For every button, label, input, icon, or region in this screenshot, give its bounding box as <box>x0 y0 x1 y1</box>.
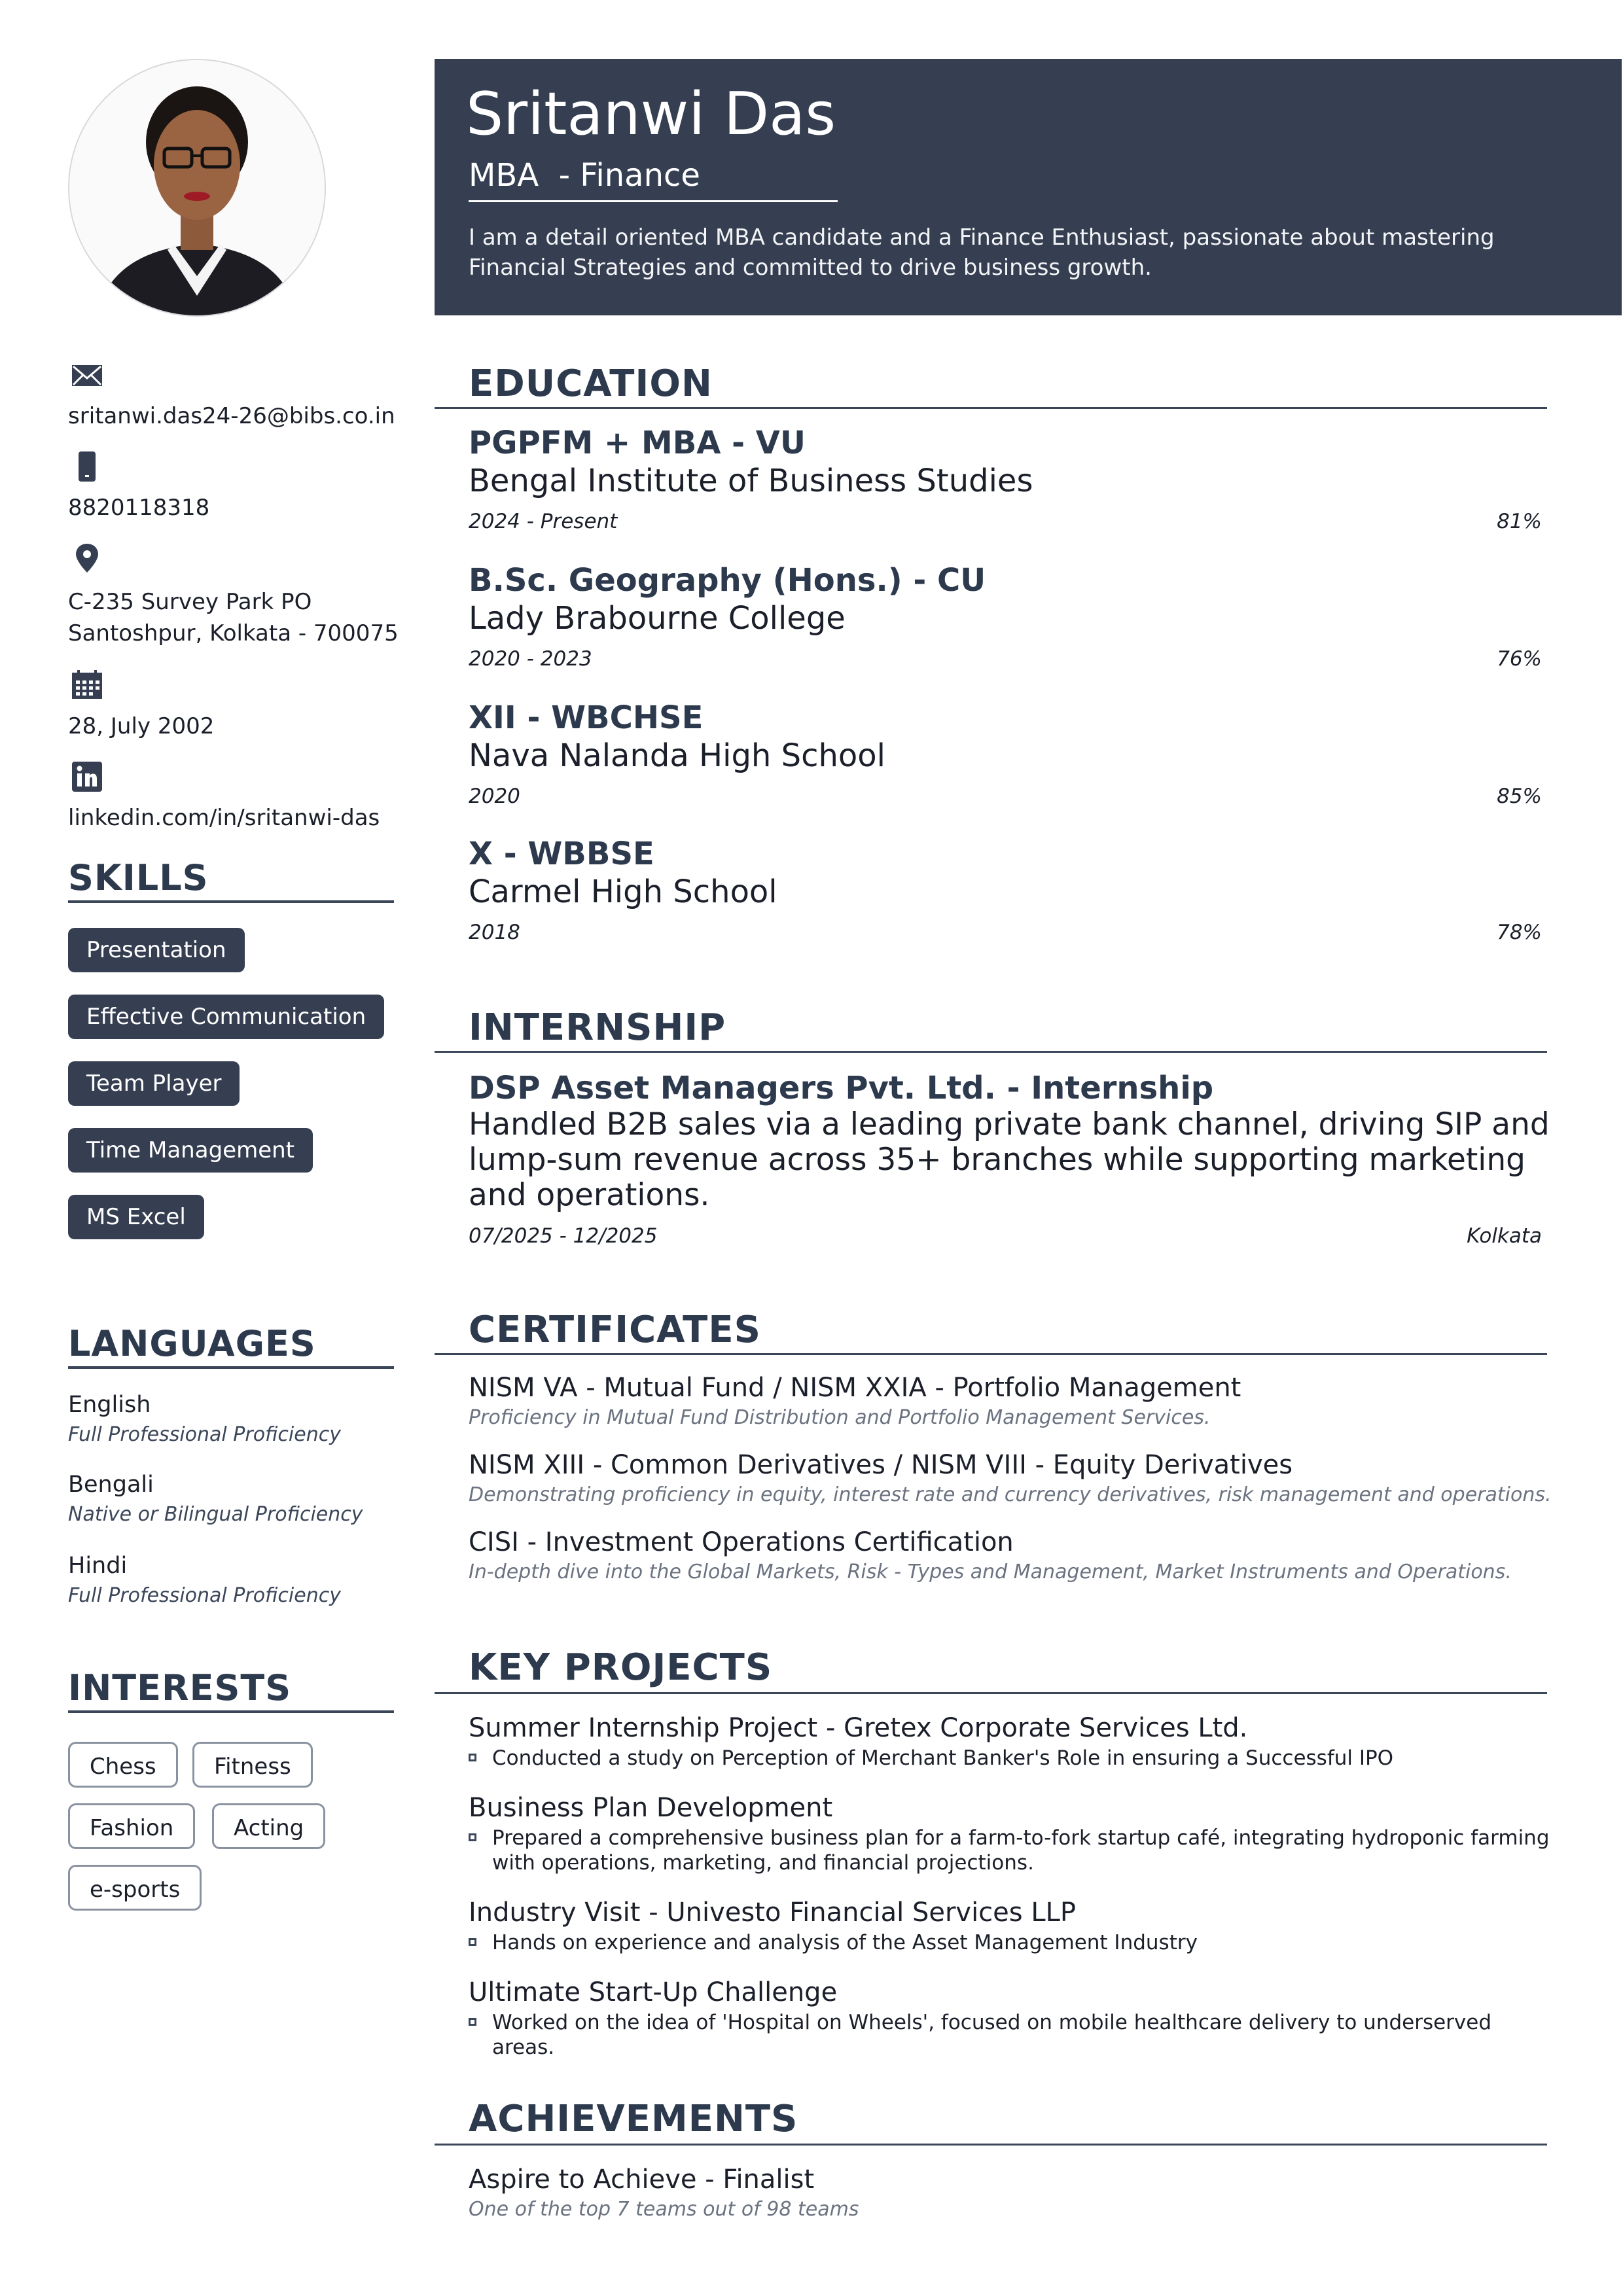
email-text[interactable]: sritanwi.das24-26@bibs.co.in <box>68 403 395 429</box>
project-title: Summer Internship Project - Gretex Corporate Services Ltd. <box>469 1713 1248 1743</box>
education-dates: 2018 <box>469 921 520 944</box>
education-score: 81% <box>1497 510 1542 533</box>
skill-tag: Team Player <box>68 1061 240 1106</box>
language-level: Full Professional Proficiency <box>68 1423 341 1446</box>
project-title: Industry Visit - Univesto Financial Services LLP <box>469 1898 1077 1928</box>
language-name: Hindi <box>68 1553 128 1579</box>
project-description: Hands on experience and analysis of the Asset Management Industry <box>492 1931 1198 1954</box>
bullet-icon <box>469 1938 476 1946</box>
internship-heading: INTERNSHIP <box>469 1006 726 1049</box>
skill-tag: Effective Communication <box>68 995 384 1039</box>
address-line-1: C-235 Survey Park PO <box>68 589 312 615</box>
achievements-heading: ACHIEVEMENTS <box>469 2098 798 2140</box>
bullet-icon <box>469 1833 476 1841</box>
project-description: Worked on the idea of 'Hospital on Wheels', focused on mobile healthcare delivery to underserved areas. <box>492 2011 1492 2059</box>
certificates-heading: CERTIFICATES <box>469 1309 761 1351</box>
profile-summary: I am a detail oriented MBA candidate and a Finance Enthusiast, passionate about mastering Financial Strategies and committed to drive business growth. <box>469 224 1495 281</box>
skill-tag: Time Management <box>68 1128 313 1173</box>
interest-tag: Fitness <box>192 1742 313 1788</box>
language-level: Native or Bilingual Proficiency <box>68 1503 363 1526</box>
interest-tag: Fashion <box>68 1803 195 1849</box>
education-dates: 2020 <box>469 785 520 808</box>
dob-text: 28, July 2002 <box>68 713 215 739</box>
calendar-icon <box>71 669 103 701</box>
project-description: Conducted a study on Perception of Merchant Banker's Role in ensuring a Successful IPO <box>492 1746 1394 1770</box>
certificate-name: CISI - Investment Operations Certification <box>469 1527 1014 1557</box>
address-line-2: Santoshpur, Kolkata - 700075 <box>68 620 399 646</box>
location-pin-icon <box>71 542 103 574</box>
interest-tag: Chess <box>68 1742 178 1788</box>
phone-icon <box>71 450 103 483</box>
section-divider <box>435 2144 1547 2146</box>
internship-dates: 07/2025 - 12/2025 <box>469 1224 658 1248</box>
candidate-name: Sritanwi Das <box>466 80 836 149</box>
linkedin-icon <box>71 760 103 793</box>
bullet-icon <box>469 2018 476 2026</box>
education-degree: XII - WBCHSE <box>469 699 704 736</box>
education-score: 76% <box>1497 647 1542 671</box>
interest-tag: Acting <box>212 1803 325 1849</box>
section-divider <box>435 1051 1547 1053</box>
profile-photo <box>68 59 326 317</box>
certificate-description: In-depth dive into the Global Markets, Risk - Types and Management, Market Instruments and Operations. <box>469 1561 1512 1583</box>
interest-tag: e-sports <box>68 1865 202 1911</box>
certificate-name: NISM VA - Mutual Fund / NISM XXIA - Portfolio Management <box>469 1373 1241 1403</box>
skills-heading: SKILLS <box>68 857 394 903</box>
internship-role: DSP Asset Managers Pvt. Ltd. - Internship <box>469 1070 1214 1106</box>
education-dates: 2020 - 2023 <box>469 647 592 671</box>
email-icon <box>71 359 103 391</box>
education-degree: PGPFM + MBA - VU <box>469 425 806 461</box>
project-title: Ultimate Start-Up Challenge <box>469 1977 838 2007</box>
linkedin-text[interactable]: linkedin.com/in/sritanwi-das <box>68 805 380 831</box>
header-banner <box>435 59 1622 315</box>
bullet-icon <box>469 1754 476 1761</box>
education-degree: B.Sc. Geography (Hons.) - CU <box>469 562 986 599</box>
education-school: Carmel High School <box>469 874 777 910</box>
education-school: Nava Nalanda High School <box>469 737 885 774</box>
language-level: Full Professional Proficiency <box>68 1584 341 1607</box>
skill-tag: MS Excel <box>68 1195 204 1239</box>
certificate-description: Proficiency in Mutual Fund Distribution and Portfolio Management Services. <box>469 1406 1211 1429</box>
education-score: 85% <box>1497 785 1542 808</box>
certificate-description: Demonstrating proficiency in equity, interest rate and currency derivatives, risk management and operations. <box>469 1483 1552 1506</box>
education-school: Lady Brabourne College <box>469 600 846 637</box>
language-name: English <box>68 1392 151 1418</box>
section-divider <box>435 1353 1547 1355</box>
languages-heading: LANGUAGES <box>68 1323 394 1369</box>
title-underline <box>469 200 838 202</box>
education-school: Bengal Institute of Business Studies <box>469 463 1033 499</box>
education-heading: EDUCATION <box>469 362 713 405</box>
project-title: Business Plan Development <box>469 1793 833 1823</box>
education-dates: 2024 - Present <box>469 510 618 533</box>
achievement-description: One of the top 7 teams out of 98 teams <box>469 2198 859 2221</box>
education-degree: X - WBBSE <box>469 836 654 872</box>
candidate-title: MBA - Finance <box>469 157 700 194</box>
section-divider <box>435 407 1547 409</box>
language-name: Bengali <box>68 1472 154 1498</box>
project-description: Prepared a comprehensive business plan for a farm-to-fork startup café, integrating hydroponic farming with operations, marketing, and financial projections. <box>492 1826 1550 1875</box>
achievement-title: Aspire to Achieve - Finalist <box>469 2164 815 2195</box>
skill-tag: Presentation <box>68 928 245 972</box>
phone-text[interactable]: 8820118318 <box>68 495 210 521</box>
projects-heading: KEY PROJECTS <box>469 1646 773 1689</box>
internship-description: Handled B2B sales via a leading private bank channel, driving SIP and lump-sum revenue across 35+ branches while supporting marketing and operations. <box>469 1106 1550 1213</box>
education-score: 78% <box>1497 921 1542 944</box>
internship-location: Kolkata <box>1467 1224 1542 1248</box>
certificate-name: NISM XIII - Common Derivatives / NISM VIII - Equity Derivatives <box>469 1450 1293 1480</box>
interests-heading: INTERESTS <box>68 1667 394 1713</box>
section-divider <box>435 1692 1547 1694</box>
